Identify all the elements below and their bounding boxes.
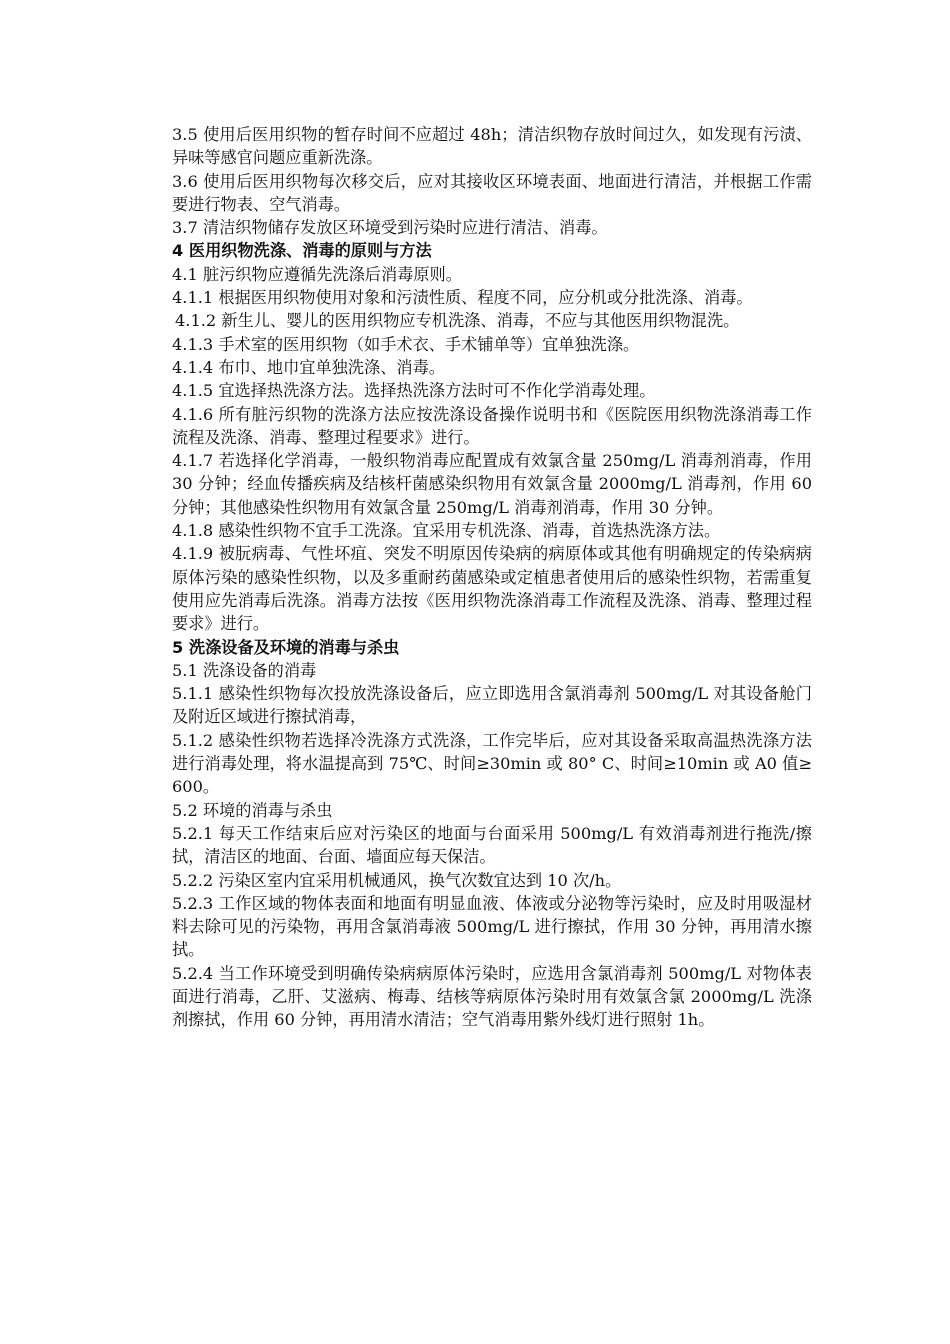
paragraph-3-7: 3.7 清洁织物储存发放区环境受到污染时应进行清洁、消毒。 — [172, 218, 608, 238]
paragraph-5-2-2: 5.2.2 污染区室内宜采用机械通风，换气次数宜达到 10 次/h。 — [172, 870, 622, 890]
paragraph-4-1-4: 4.1.4 布巾、地巾宜单独洗涤、消毒。 — [172, 357, 445, 377]
paragraph-4-1-9: 4.1.9 被朊病毒、气性坏疽、突发不明原因传染病的病原体或其他有明确规定的传染病病原体污染的感染性织物，以及多重耐药菌感染或定植患者使用后的感染性织物，若需重复使用应先消毒后洗涤。消毒方法按《医用织物洗涤消毒工作流程及洗涤、消毒、整理过程要求》进行。 — [172, 544, 812, 634]
section-heading-4: 4 医用织物洗涤、消毒的原则与方法 — [172, 241, 432, 261]
paragraph-5-2-1: 5.2.1 每天工作结束后应对污染区的地面与台面采用 500mg/L 有效消毒剂进行拖洗/擦拭，清洁区的地面、台面、墙面应每天保洁。 — [172, 823, 812, 867]
paragraph-5-2-4: 5.2.4 当工作环境受到明确传染病病原体污染时，应选用含氯消毒剂 500mg/L 对物体表面进行消毒，乙肝、艾滋病、梅毒、结核等病原体污染时用有效氯含氯 2000mg/L 洗涤剂擦拭，作用 60 分钟，再用清水清洁；空气消毒用紫外线灯进行照射 1h。 — [172, 963, 812, 1030]
paragraph-4-1-8: 4.1.8 感染性织物不宜手工洗涤。宜采用专机洗涤、消毒，首选热洗涤方法。 — [172, 521, 721, 541]
paragraph-4-1-2: 4.1.2 新生儿、婴儿的医用织物应专机洗涤、消毒，不应与其他医用织物混洗。 — [175, 311, 740, 331]
paragraph-5-2: 5.2 环境的消毒与杀虫 — [172, 800, 333, 820]
paragraph-4-1: 4.1 脏污织物应遵循先洗涤后消毒原则。 — [172, 264, 462, 284]
paragraph-3-5: 3.5 使用后医用织物的暂存时间不应超过 48h；清洁织物存放时间过久，如发现有污渍、异味等感官问题应重新洗涤。 — [172, 125, 812, 168]
paragraph-4-1-3: 4.1.3 手术室的医用织物（如手术衣、手术铺单等）宜单独洗涤。 — [172, 334, 640, 354]
paragraph-4-1-5: 4.1.5 宜选择热洗涤方法。选择热洗涤方法时可不作化学消毒处理。 — [172, 381, 656, 401]
paragraph-3-6: 3.6 使用后医用织物每次移交后，应对其接收区环境表面、地面进行清洁，并根据工作需要进行物表、空气消毒。 — [172, 171, 812, 214]
paragraph-5-1: 5.1 洗涤设备的消毒 — [172, 660, 317, 680]
paragraph-4-1-1: 4.1.1 根据医用织物使用对象和污渍性质、程度不同，应分机或分批洗涤、消毒。 — [172, 288, 753, 308]
paragraph-4-1-6: 4.1.6 所有脏污织物的洗涤方法应按洗涤设备操作说明书和《医院医用织物洗涤消毒工作流程及洗涤、消毒、整理过程要求》进行。 — [172, 404, 812, 447]
document-body — [172, 123, 812, 1032]
paragraph-5-2-3: 5.2.3 工作区域的物体表面和地面有明显血液、体液或分泌物等污染时，应及时用吸湿材料去除可见的污染物，再用含氯消毒液 500mg/L 进行擦拭，作用 30 分钟，再用清水擦拭。 — [172, 893, 812, 960]
paragraph-5-1-2: 5.1.2 感染性织物若选择冷洗涤方式洗涤，工作完毕后，应对其设备采取高温热洗涤方法进行消毒处理，将水温提高到 75℃、时间≥30min 或 80° C、时间≥10min 或 A0 值≥600。 — [172, 730, 812, 797]
paragraph-5-1-1: 5.1.1 感染性织物每次投放洗涤设备后，应立即选用含氯消毒剂 500mg/L 对其设备舱门及附近区域进行擦拭消毒， — [172, 684, 812, 727]
section-heading-5: 5 洗涤设备及环境的消毒与杀虫 — [172, 637, 400, 657]
paragraph-4-1-7: 4.1.7 若选择化学消毒，一般织物消毒应配置成有效氯含量 250mg/L 消毒剂消毒，作用 30 分钟；经血传播疾病及结核杆菌感染织物用有效氯含量 2000mg/L 消毒剂，作用 60 分钟；其他感染性织物用有效氯含量 250mg/L 消毒剂消毒，作用 30 分钟。 — [172, 451, 812, 517]
